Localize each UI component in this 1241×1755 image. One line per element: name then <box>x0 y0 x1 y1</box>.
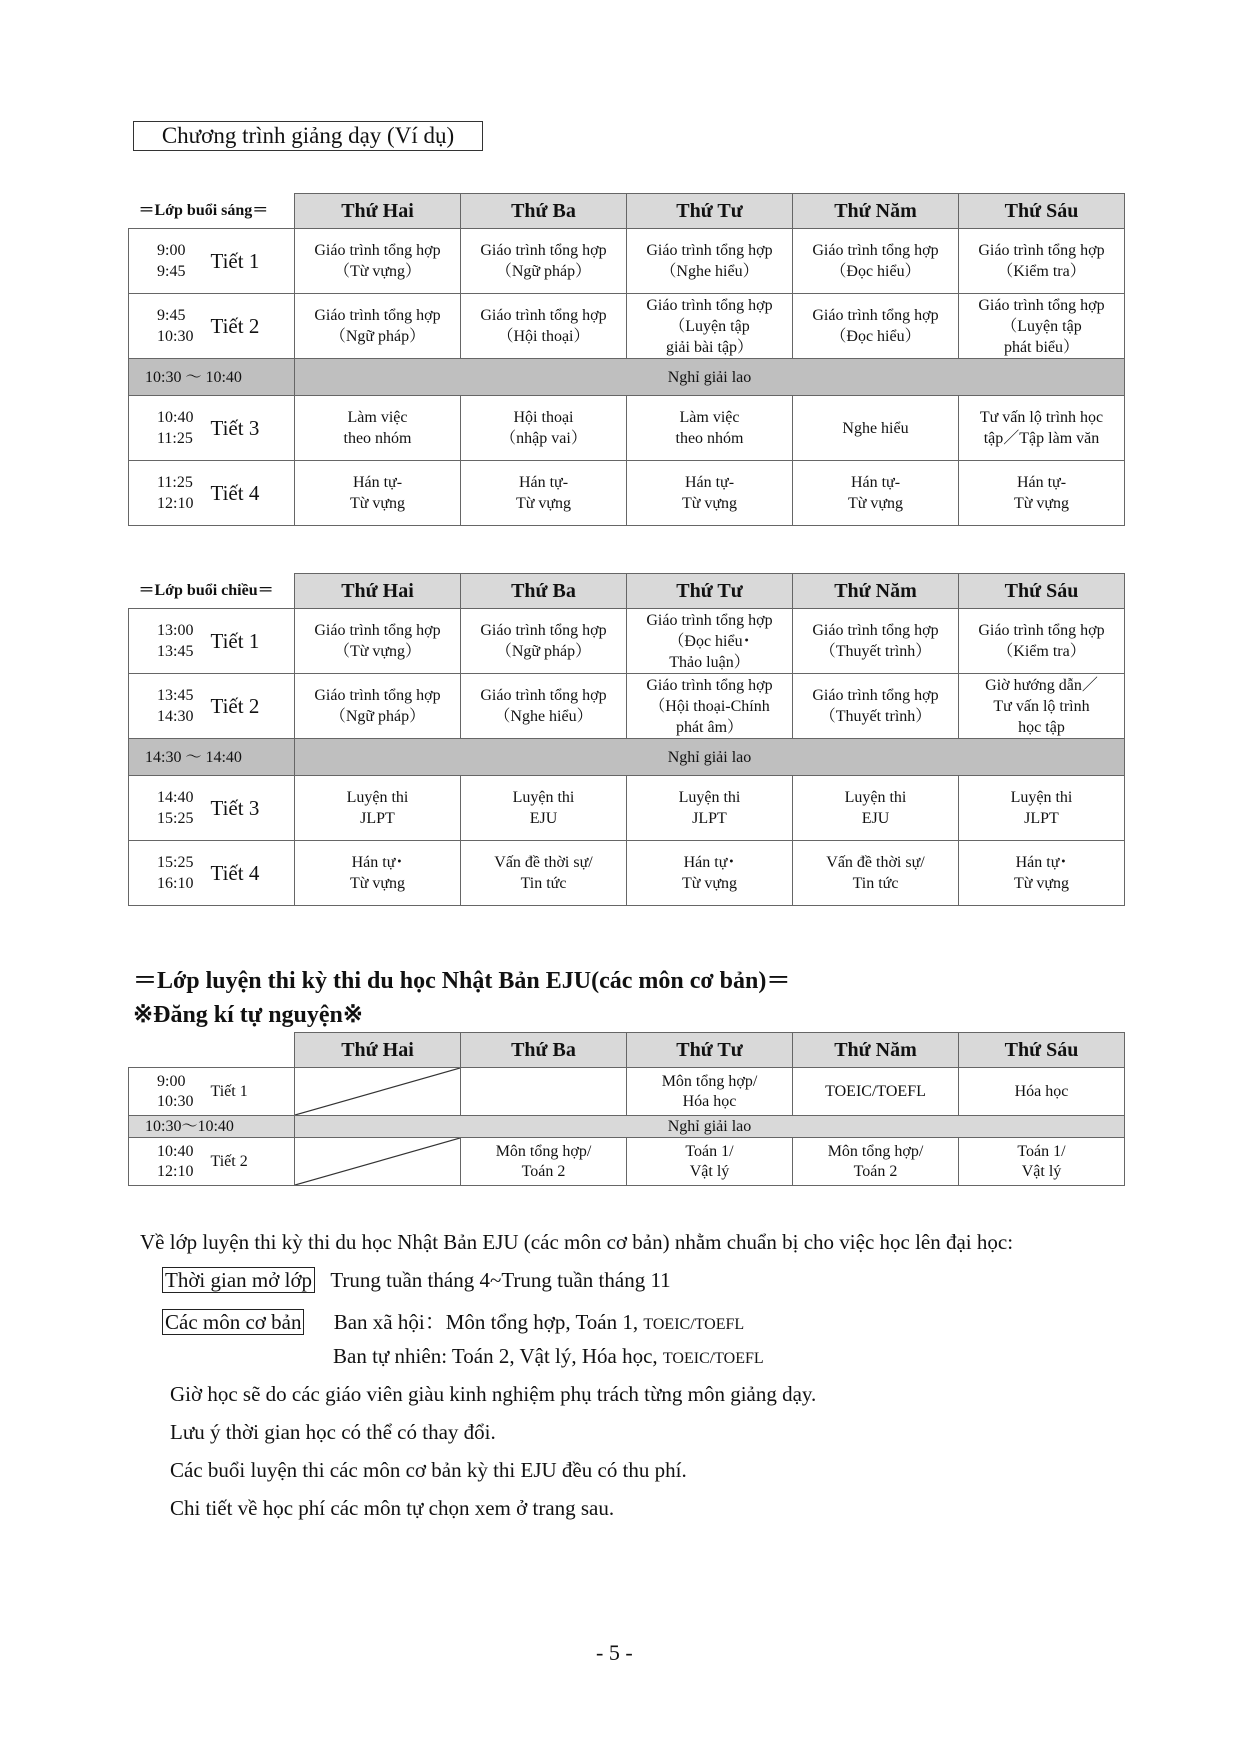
class-cell: Hán tự- Từ vựng <box>959 461 1125 526</box>
period-time: 9:00 10:30 <box>129 1068 211 1116</box>
period-name: Tiết 1 <box>211 229 295 294</box>
day-header: Thứ Ba <box>461 1033 627 1068</box>
class-period-label: Thời gian mở lớp <box>162 1267 315 1293</box>
period-name: Tiết 3 <box>211 776 295 841</box>
class-cell: Giáo trình tổng hợp （Nghe hiểu） <box>461 674 627 739</box>
table-row <box>129 674 1125 739</box>
class-cell: Hóa học <box>959 1068 1125 1116</box>
day-header: Thứ Ba <box>461 574 627 609</box>
break-label: Nghỉ giải lao <box>295 1116 1125 1138</box>
class-cell: Giáo trình tổng hợp （Ngữ pháp） <box>461 609 627 674</box>
class-cell: Giáo trình tổng hợp （Ngữ pháp） <box>461 229 627 294</box>
no-class-cell <box>295 1068 461 1116</box>
table-row <box>129 229 1125 294</box>
class-cell: Hội thoại （nhập vai） <box>461 396 627 461</box>
class-cell: Làm việc theo nhóm <box>295 396 461 461</box>
day-header: Thứ Sáu <box>959 574 1125 609</box>
class-cell: Hán tự- Từ vựng <box>461 461 627 526</box>
period-time: 10:40 12:10 <box>129 1138 211 1186</box>
day-header: Thứ Tư <box>627 574 793 609</box>
class-cell: Giáo trình tổng hợp （Đọc hiểu） <box>793 294 959 359</box>
class-cell: Luyện thi EJU <box>461 776 627 841</box>
table-row <box>129 1138 1125 1186</box>
no-class-cell <box>295 1138 461 1186</box>
class-cell: Hán tự･ Từ vựng <box>627 841 793 906</box>
class-cell: Giáo trình tổng hợp （Luyện tập phát biểu） <box>959 294 1125 359</box>
eju-schedule-table <box>128 1032 1125 1186</box>
break-label: Nghỉ giải lao <box>295 359 1125 396</box>
table-row <box>129 1068 1125 1116</box>
class-cell: Môn tổng hợp/ Toán 2 <box>461 1138 627 1186</box>
class-cell: Luyện thi JLPT <box>959 776 1125 841</box>
note-line: Lưu ý thời gian học có thể có thay đổi. <box>170 1420 496 1444</box>
class-cell: Giáo trình tổng hợp （Đọc hiểu･ Thảo luận） <box>627 609 793 674</box>
period-time: 13:00 13:45 <box>129 609 211 674</box>
note-line: Các buổi luyện thi các môn cơ bản kỳ thi EJU đều có thu phí. <box>170 1458 687 1482</box>
class-cell: Giáo trình tổng hợp （Từ vựng） <box>295 229 461 294</box>
period-time: 10:40 11:25 <box>129 396 211 461</box>
period-time: 9:00 9:45 <box>129 229 211 294</box>
subjects-line <box>162 1306 744 1336</box>
class-cell: Toán 1/ Vật lý <box>959 1138 1125 1186</box>
class-cell: Luyện thi EJU <box>793 776 959 841</box>
header-row <box>129 1033 1125 1068</box>
class-cell: Hán tự･ Từ vựng <box>959 841 1125 906</box>
afternoon-schedule-table <box>128 573 1125 906</box>
day-header: Thứ Năm <box>793 574 959 609</box>
class-period-value: Trung tuần tháng 4~Trung tuần tháng 11 <box>330 1268 671 1292</box>
period-name: Tiết 1 <box>211 609 295 674</box>
day-header: Thứ Tư <box>627 194 793 229</box>
class-cell <box>461 1068 627 1116</box>
period-name: Tiết 2 <box>211 674 295 739</box>
page-title: Chương trình giảng dạy (Ví dụ) <box>133 121 483 151</box>
class-cell: Vấn đề thời sự/ Tin tức <box>793 841 959 906</box>
class-cell: Làm việc theo nhóm <box>627 396 793 461</box>
class-cell: Môn tổng hợp/ Hóa học <box>627 1068 793 1116</box>
class-cell: Giáo trình tổng hợp （Đọc hiểu） <box>793 229 959 294</box>
period-time: 11:25 12:10 <box>129 461 211 526</box>
day-header: Thứ Hai <box>295 574 461 609</box>
corner-empty <box>129 1033 295 1068</box>
class-cell: Hán tự- Từ vựng <box>627 461 793 526</box>
day-header: Thứ Năm <box>793 1033 959 1068</box>
break-time: 10:30 ～ 10:40 <box>129 359 295 396</box>
class-cell: Giáo trình tổng hợp （Thuyết trình） <box>793 674 959 739</box>
break-row <box>129 359 1125 396</box>
table-row <box>129 776 1125 841</box>
social-track: Ban xã hội：Môn tổng hợp, Toán 1, <box>333 1310 644 1334</box>
header-row <box>129 194 1125 229</box>
page-number: - 5 - <box>596 1640 633 1665</box>
eju-intro-text: Về lớp luyện thi kỳ thi du học Nhật Bản EJU (các môn cơ bản) nhằm chuẩn bị cho việc học lên đại học: <box>140 1230 1014 1254</box>
note-line: Chi tiết về học phí các môn tự chọn xem ở trang sau. <box>170 1496 615 1520</box>
class-cell: Giáo trình tổng hợp （Kiểm tra） <box>959 609 1125 674</box>
class-cell: Giáo trình tổng hợp （Nghe hiểu） <box>627 229 793 294</box>
period-time: 13:45 14:30 <box>129 674 211 739</box>
class-cell: Giờ hướng dẫn／ Tư vấn lộ trình học tập <box>959 674 1125 739</box>
subjects-label: Các môn cơ bản <box>162 1309 304 1335</box>
table-row <box>129 396 1125 461</box>
natural-track: Ban tự nhiên: Toán 2, Vật lý, Hóa học, <box>333 1344 663 1368</box>
class-cell: Vấn đề thời sự/ Tin tức <box>461 841 627 906</box>
class-cell: Giáo trình tổng hợp （Luyện tập giải bài tập） <box>627 294 793 359</box>
afternoon-class-label: ＝Lớp buổi chiều＝ <box>138 582 274 600</box>
break-time: 10:30～10:40 <box>129 1116 295 1138</box>
day-header: Thứ Năm <box>793 194 959 229</box>
period-name: Tiết 2 <box>211 294 295 359</box>
diagonal-slash-icon <box>295 1068 460 1115</box>
class-cell: TOEIC/TOEFL <box>793 1068 959 1116</box>
period-time: 9:45 10:30 <box>129 294 211 359</box>
class-cell: Giáo trình tổng hợp （Ngữ pháp） <box>295 674 461 739</box>
period-time: 15:25 16:10 <box>129 841 211 906</box>
morning-class-label: ＝Lớp buổi sáng＝ <box>138 202 269 220</box>
eju-section-heading: ＝Lớp luyện thi kỳ thi du học Nhật Bản EJU(các môn cơ bản)＝ <box>133 968 791 994</box>
break-row <box>129 1116 1125 1138</box>
table-row <box>129 841 1125 906</box>
day-header: Thứ Ba <box>461 194 627 229</box>
class-cell: Giáo trình tổng hợp （Thuyết trình） <box>793 609 959 674</box>
class-cell: Giáo trình tổng hợp （Kiểm tra） <box>959 229 1125 294</box>
period-name: Tiết 4 <box>211 461 295 526</box>
day-header: Thứ Tư <box>627 1033 793 1068</box>
day-header: Thứ Sáu <box>959 194 1125 229</box>
morning-schedule-table <box>128 193 1125 526</box>
class-cell: Giáo trình tổng hợp （Từ vựng） <box>295 609 461 674</box>
break-label: Nghỉ giải lao <box>295 739 1125 776</box>
diagonal-slash-icon <box>295 1138 460 1185</box>
header-row <box>129 574 1125 609</box>
class-cell: Giáo trình tổng hợp （Ngữ pháp） <box>295 294 461 359</box>
break-time: 14:30 ～ 14:40 <box>129 739 295 776</box>
class-cell: Hán tự- Từ vựng <box>295 461 461 526</box>
table-row <box>129 461 1125 526</box>
day-header: Thứ Sáu <box>959 1033 1125 1068</box>
class-cell: Hán tự- Từ vựng <box>793 461 959 526</box>
break-row <box>129 739 1125 776</box>
period-name: Tiết 2 <box>211 1138 295 1186</box>
day-header: Thứ Hai <box>295 194 461 229</box>
class-cell: Toán 1/ Vật lý <box>627 1138 793 1186</box>
eju-voluntary-note: ※Đăng kí tự nguyện※ <box>133 1002 364 1028</box>
class-cell: Luyện thi JLPT <box>627 776 793 841</box>
social-track-tail: TOEIC/TOEFL <box>643 1316 745 1333</box>
period-name: Tiết 1 <box>211 1068 295 1116</box>
natural-track-tail: TOEIC/TOEFL <box>662 1350 764 1367</box>
note-line: Giờ học sẽ do các giáo viên giàu kinh nghiệm phụ trách từng môn giảng dạy. <box>170 1382 817 1406</box>
class-cell: Giáo trình tổng hợp （Hội thoại） <box>461 294 627 359</box>
natural-track-line <box>333 1344 764 1369</box>
class-period-line <box>162 1268 671 1293</box>
class-cell: Hán tự･ Từ vựng <box>295 841 461 906</box>
table-row <box>129 294 1125 359</box>
class-cell: Nghe hiểu <box>793 396 959 461</box>
class-cell: Môn tổng hợp/ Toán 2 <box>793 1138 959 1186</box>
table-row <box>129 609 1125 674</box>
class-cell: Luyện thi JLPT <box>295 776 461 841</box>
period-name: Tiết 3 <box>211 396 295 461</box>
period-time: 14:40 15:25 <box>129 776 211 841</box>
day-header: Thứ Hai <box>295 1033 461 1068</box>
class-cell: Giáo trình tổng hợp （Hội thoại-Chính phát âm） <box>627 674 793 739</box>
class-cell: Tư vấn lộ trình học tập／Tập làm văn <box>959 396 1125 461</box>
period-name: Tiết 4 <box>211 841 295 906</box>
